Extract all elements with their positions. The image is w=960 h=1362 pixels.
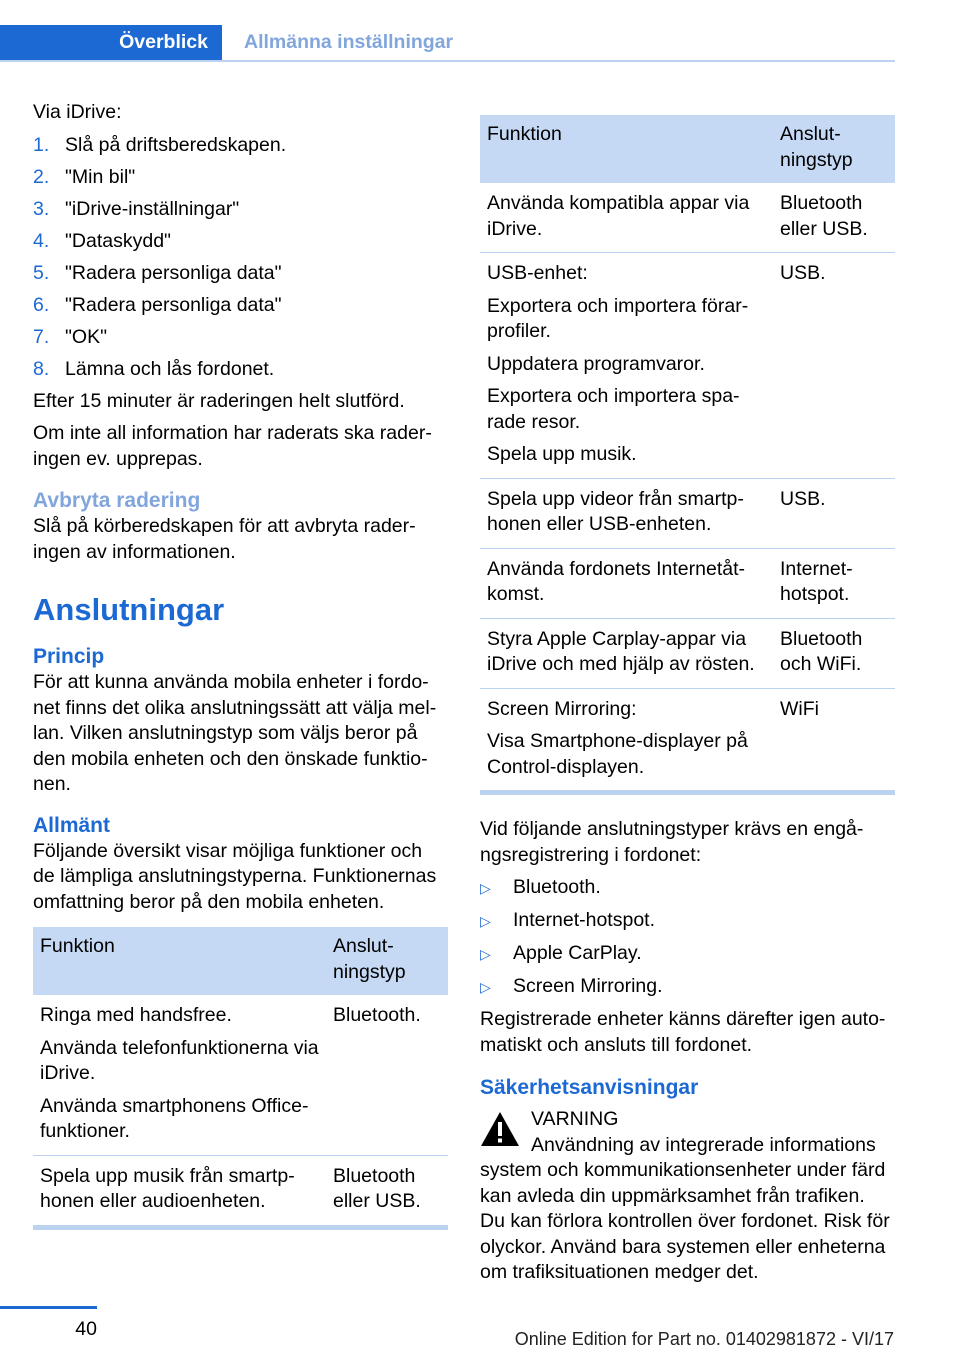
cell-line: Spela upp videor från smartphonen eller USB-enheten.: [487, 487, 744, 535]
step-number: 3.: [33, 197, 50, 220]
function-cell: [480, 688, 773, 793]
connection-table-right: [480, 115, 895, 795]
general-heading: Allmänt: [33, 813, 111, 837]
safety-heading: Säkerhetsanvisningar: [480, 1076, 699, 1099]
function-cell: [480, 478, 773, 548]
cell-line: Screen Mirroring:: [487, 697, 637, 720]
triangle-bullet-icon: ▷: [480, 913, 491, 929]
step-text: "Dataskydd": [65, 229, 171, 252]
triangle-bullet-icon: ▷: [480, 880, 491, 896]
cell-line: USB-enhet:: [487, 262, 588, 284]
intro-text: Via iDrive:: [33, 101, 122, 123]
cell-line: Styra Apple Carplay-appar via iDrive och med hjälp av rösten.: [487, 627, 755, 675]
list-item: [480, 941, 895, 968]
function-cell: [480, 253, 773, 479]
cell-line: Exportera och importera sparade resor.: [487, 385, 740, 433]
footer-rule: [0, 1306, 97, 1309]
step-text: "Min bil": [65, 165, 136, 188]
list-item-text: Apple CarPlay.: [513, 942, 642, 964]
type-cell: Bluetooth.: [326, 995, 448, 1155]
cell-line: Använda smartphonens Office-funktioner.: [40, 1094, 309, 1142]
step-number: 1.: [33, 133, 50, 156]
column-header-function: Funktion: [33, 927, 326, 995]
warning-title: VARNING: [531, 1108, 619, 1130]
step-number: 4.: [33, 229, 50, 252]
left-column: [33, 100, 448, 1230]
cell-line: Ringa med handsfree.: [40, 1004, 232, 1026]
paragraph: För att kunna använda mobila enheter i fordonet finns det olika anslutningssätt att välja mellan. Vilken anslutningstyp som väljs beror på den mobila enheten och den önskade funktionen.: [33, 671, 437, 795]
list-item: [33, 325, 448, 351]
type-cell: USB.: [773, 478, 895, 548]
function-cell: [480, 548, 773, 618]
warning-block: [480, 1107, 895, 1286]
cell-line: Använda fordonets Internetåtkomst.: [487, 557, 746, 605]
tab-general-settings[interactable]: [222, 25, 453, 60]
paragraph: Vid följande anslutningstyper krävs en engångsregistrering i fordonet:: [480, 818, 864, 866]
cell-line: Visa Smartphone-displayer på Control-displayen.: [487, 730, 748, 778]
connection-table-left: [33, 927, 448, 1230]
step-text: "Radera personliga data": [65, 293, 282, 316]
table-header-row: [480, 115, 895, 183]
function-cell: [480, 183, 773, 253]
paragraph: Registrerade enheter känns därefter igen automatiskt och ansluts till fordonet.: [480, 1008, 886, 1056]
function-cell: [480, 618, 773, 688]
table-row: [33, 995, 448, 1155]
type-cell: Bluetooth och WiFi.: [773, 618, 895, 688]
header-rule: [0, 60, 895, 62]
cell-line: Använda kompatibla appar via iDrive.: [487, 192, 750, 240]
table-row: [480, 183, 895, 253]
function-cell: [33, 1155, 326, 1227]
step-text: Lämna och lås fordonet.: [65, 357, 275, 380]
triangle-bullet-icon: ▷: [480, 979, 491, 995]
function-cell: [33, 995, 326, 1155]
step-text: "OK": [65, 325, 108, 348]
list-item: [480, 908, 895, 935]
column-header-type: Anslutningstyp: [773, 115, 895, 183]
right-column: [480, 103, 895, 1286]
step-number: 5.: [33, 261, 50, 284]
list-item: [480, 875, 895, 902]
warning-triangle-icon: [480, 1111, 520, 1147]
edition-text: Online Edition for Part no. 01402981872 - VI/17: [514, 1329, 894, 1349]
paragraph: Slå på körberedskapen för att avbryta raderingen av informationen.: [33, 515, 416, 563]
list-item-text: Screen Mirroring.: [513, 975, 663, 997]
triangle-bullet-icon: ▷: [480, 946, 491, 962]
list-item: [33, 197, 448, 223]
list-item: [33, 133, 448, 159]
cell-line: Spela upp musik från smartphonen eller audioenheten.: [40, 1164, 295, 1212]
registration-list: [480, 875, 895, 1001]
cell-line: Uppdatera programvaror.: [487, 352, 705, 375]
list-item: [33, 293, 448, 319]
list-item-text: Bluetooth.: [513, 876, 601, 898]
type-cell: Internet-hotspot.: [773, 548, 895, 618]
step-number: 2.: [33, 165, 50, 188]
warning-text: system och kommunikationsenheter under färd kan avleda din uppmärksamhet från trafiken. Du kan förlora kontrollen över fordonet. Risk för olyckor. Använd bara systemen eller enheterna om trafiksituationen medger det.: [480, 1159, 890, 1283]
type-cell: USB.: [773, 253, 895, 479]
step-number: 6.: [33, 293, 50, 316]
list-item: [33, 261, 448, 287]
list-item: [33, 229, 448, 255]
list-item: [33, 165, 448, 191]
step-number: 8.: [33, 357, 50, 380]
cell-line: Använda telefonfunktionerna via iDrive.: [40, 1036, 319, 1084]
paragraph: Efter 15 minuter är raderingen helt slutförd.: [33, 389, 405, 412]
column-header-type: Anslutningstyp: [326, 927, 448, 995]
table-row: [33, 1155, 448, 1227]
warning-text-first: Användning av integrerade informations: [531, 1133, 876, 1156]
paragraph: Om inte all information har raderats ska raderingen ev. upprepas.: [33, 422, 432, 470]
table-row: [480, 253, 895, 479]
tab-general-settings-label: Allmänna inställningar: [244, 31, 454, 53]
section-title: Anslutningar: [33, 592, 225, 627]
table-row: [480, 548, 895, 618]
steps-list: [33, 133, 448, 383]
paragraph: Följande översikt visar möjliga funktioner och de lämpliga anslutningstyperna. Funktionernas omfattning beror på den mobila enheten.: [33, 839, 437, 913]
cell-line: Spela upp musik.: [487, 443, 637, 465]
table-row: [480, 478, 895, 548]
type-cell: Bluetooth eller USB.: [326, 1155, 448, 1227]
abort-heading: Avbryta radering: [33, 489, 201, 512]
header-tabs: [0, 25, 895, 62]
list-item-text: Internet-hotspot.: [513, 909, 656, 931]
table-row: [480, 688, 895, 793]
table-header-row: [33, 927, 448, 995]
principle-heading: Princip: [33, 645, 105, 668]
column-header-function: Funktion: [480, 115, 773, 183]
list-item: [33, 357, 448, 383]
step-number: 7.: [33, 325, 50, 348]
step-text: "iDrive-inställningar": [65, 197, 240, 220]
table-row: [480, 618, 895, 688]
page-number: 40: [75, 1318, 97, 1340]
tab-overview-label: Överblick: [119, 31, 208, 53]
list-item: [480, 974, 895, 1001]
type-cell: WiFi: [773, 688, 895, 793]
step-text: Slå på driftsberedskapen.: [65, 133, 287, 156]
type-cell: Bluetooth eller USB.: [773, 183, 895, 253]
cell-line: Exportera och importera förarprofiler.: [487, 294, 749, 342]
tab-overview[interactable]: [0, 25, 222, 60]
step-text: "Radera personliga data": [65, 261, 282, 284]
